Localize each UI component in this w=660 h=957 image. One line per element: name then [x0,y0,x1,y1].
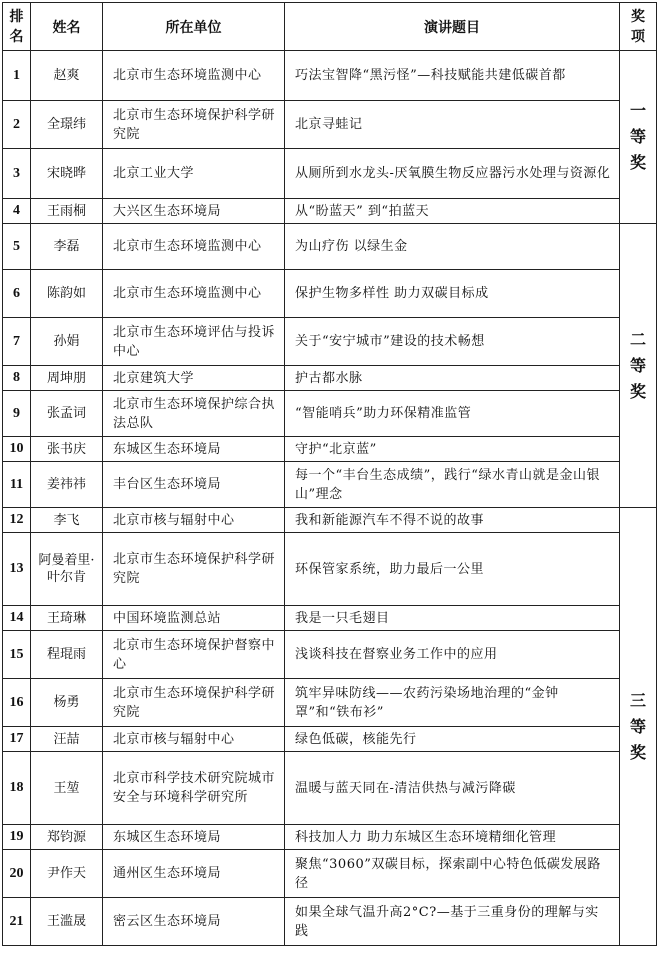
award-char: 三 [629,690,646,710]
name-cell: 郑钧源 [31,825,103,850]
name-cell: 宋晓晔 [31,149,103,199]
rank-cell: 12 [3,508,31,533]
table-row [3,149,657,199]
name-cell: 杨勇 [31,679,103,727]
table-row [3,391,657,437]
award-char: 奖 [629,742,646,762]
table-row [3,318,657,366]
title-header: 演讲题目 [285,3,620,51]
rank-cell: 16 [3,679,31,727]
unit-cell: 大兴区生态环境局 [103,199,285,224]
name-cell: 姜祎祎 [31,462,103,508]
name-cell: 王雨桐 [31,199,103,224]
unit-cell: 北京市生态环境保护科学研究院 [103,679,285,727]
name-cell: 阿曼着里·叶尔肯 [31,533,103,606]
rank-cell: 5 [3,224,31,270]
table-row [3,224,657,270]
rank-cell: 4 [3,199,31,224]
rank-cell: 19 [3,825,31,850]
rank-cell: 3 [3,149,31,199]
award-char: 二 [629,329,646,349]
title-cell: “智能哨兵”助力环保精准监管 [285,391,620,437]
unit-cell: 东城区生态环境局 [103,437,285,462]
table-body [3,51,657,946]
header-row [3,3,657,51]
title-cell: 北京寻蛙记 [285,101,620,149]
title-cell: 从“盼蓝天” 到“拍蓝天 [285,199,620,224]
name-header: 姓名 [31,3,103,51]
name-cell: 尹作天 [31,850,103,898]
table-row [3,199,657,224]
table-row [3,752,657,825]
award-char: 等 [629,127,646,146]
unit-cell: 北京市生态环境监测中心 [103,224,285,270]
table-row [3,679,657,727]
table-row [3,850,657,898]
table-row [3,631,657,679]
title-cell: 关于“安宁城市”建设的技术畅想 [285,318,620,366]
unit-cell: 北京市科学技术研究院城市安全与环境科学研究所 [103,752,285,825]
title-cell: 如果全球气温升高2°C?—基于三重身份的理解与实践 [285,898,620,946]
unit-header: 所在单位 [103,3,285,51]
title-cell: 科技加人力 助力东城区生态环境精细化管理 [285,825,620,850]
unit-cell: 北京市核与辐射中心 [103,727,285,752]
title-cell: 温暖与蓝天同在-清洁供热与减污降碳 [285,752,620,825]
rank-cell: 13 [3,533,31,606]
title-cell: 守护“北京蓝” [285,437,620,462]
name-cell: 孙娟 [31,318,103,366]
title-cell: 护古都水脉 [285,366,620,391]
table-row [3,101,657,149]
award-char: 等 [629,355,646,375]
rank-cell: 2 [3,101,31,149]
title-cell: 聚焦“3060”双碳目标，探索副中心特色低碳发展路径 [285,850,620,898]
unit-cell: 丰台区生态环境局 [103,462,285,508]
unit-cell: 北京市生态环境保护科学研究院 [103,101,285,149]
name-cell: 程琨雨 [31,631,103,679]
unit-cell: 中国环境监测总站 [103,606,285,631]
title-cell: 我是一只毛翅目 [285,606,620,631]
table-row [3,366,657,391]
table-row [3,437,657,462]
rank-cell: 7 [3,318,31,366]
rank-cell: 11 [3,462,31,508]
unit-cell: 北京市生态环境保护科学研究院 [103,533,285,606]
award-char: 一 [629,101,646,120]
table-row [3,51,657,101]
table-row [3,462,657,508]
name-cell: 王滥晟 [31,898,103,946]
title-cell: 为山疗伤 以绿生金 [285,224,620,270]
title-cell: 筑牢异味防线——农药污染场地治理的“金钟罩”和“铁布衫” [285,679,620,727]
table-row [3,606,657,631]
name-cell: 李飞 [31,508,103,533]
table-row [3,508,657,533]
rank-cell: 1 [3,51,31,101]
name-cell: 汪喆 [31,727,103,752]
award-table [2,2,657,946]
unit-cell: 北京建筑大学 [103,366,285,391]
name-cell: 全璟纬 [31,101,103,149]
rank-cell: 15 [3,631,31,679]
rank-cell: 20 [3,850,31,898]
title-cell: 环保管家系统，助力最后一公里 [285,533,620,606]
name-cell: 周坤朋 [31,366,103,391]
title-cell: 巧法宝智降“黑污怪”—科技赋能共建低碳首都 [285,51,620,101]
rank-cell: 14 [3,606,31,631]
title-cell: 绿色低碳，核能先行 [285,727,620,752]
award-char: 奖 [629,381,646,401]
name-cell: 王琦琳 [31,606,103,631]
table-row [3,270,657,318]
name-cell: 陈韵如 [31,270,103,318]
rank-cell: 17 [3,727,31,752]
table-row [3,533,657,606]
unit-cell: 北京市生态环境保护综合执法总队 [103,391,285,437]
unit-cell: 北京市生态环境监测中心 [103,270,285,318]
rank-cell: 8 [3,366,31,391]
title-cell: 我和新能源汽车不得不说的故事 [285,508,620,533]
award-first-prize [620,51,657,224]
title-cell: 每一个“丰台生态成绩”，践行“绿水青山就是金山银山”理念 [285,462,620,508]
award-third-prize [620,508,657,946]
unit-cell: 东城区生态环境局 [103,825,285,850]
rank-cell: 6 [3,270,31,318]
table-row [3,825,657,850]
name-cell: 张书庆 [31,437,103,462]
rank-cell: 18 [3,752,31,825]
unit-cell: 北京市生态环境保护督察中心 [103,631,285,679]
unit-cell: 北京市生态环境评估与投诉中心 [103,318,285,366]
rank-cell: 9 [3,391,31,437]
name-cell: 张孟词 [31,391,103,437]
name-cell: 李磊 [31,224,103,270]
unit-cell: 北京工业大学 [103,149,285,199]
name-cell: 王堃 [31,752,103,825]
rank-cell: 10 [3,437,31,462]
title-cell: 从厕所到水龙头-厌氧膜生物反应器污水处理与资源化 [285,149,620,199]
award-char: 奖 [629,153,646,172]
table-row [3,727,657,752]
unit-cell: 北京市核与辐射中心 [103,508,285,533]
table-row [3,898,657,946]
title-cell: 浅谈科技在督察业务工作中的应用 [285,631,620,679]
rank-cell: 21 [3,898,31,946]
rank-header: 排 名 [3,3,31,51]
unit-cell: 通州区生态环境局 [103,850,285,898]
name-cell: 赵爽 [31,51,103,101]
title-cell: 保护生物多样性 助力双碳目标成 [285,270,620,318]
award-header: 奖 项 [620,3,657,51]
unit-cell: 密云区生态环境局 [103,898,285,946]
unit-cell: 北京市生态环境监测中心 [103,51,285,101]
award-second-prize [620,224,657,508]
award-char: 等 [629,716,646,736]
